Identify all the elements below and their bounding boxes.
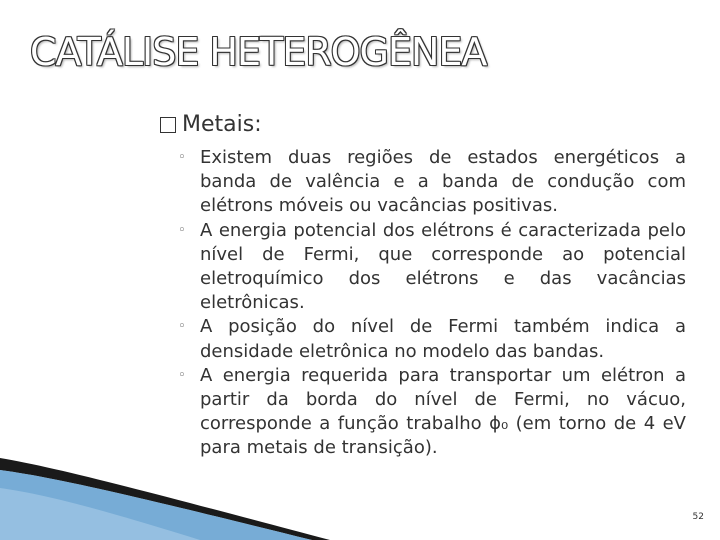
- bullet-item: [178, 364, 686, 461]
- slide-title: CATÁLISE HETEROGÊNEA: [30, 30, 487, 74]
- level1-label: Metais:: [182, 112, 262, 137]
- bullet-text: A energia requerida para transportar um elétron a partir da borda do nível de Fermi, no vácuo, corresponde a função trabalho ϕ₀ (em torno de 4 eV para metais de transição).: [200, 364, 686, 459]
- bullet-marker: ◦: [178, 222, 186, 238]
- page-number: 52: [692, 512, 704, 522]
- bullet-text: A posição do nível de Fermi também indica a densidade eletrônica no modelo das bandas.: [200, 316, 686, 362]
- bullet-text: Existem duas regiões de estados energéticos a banda de valência e a banda de condução com elétrons móveis ou vacâncias positivas.: [200, 147, 686, 217]
- level1-item: [160, 112, 262, 137]
- bullet-item: [178, 315, 686, 363]
- bullet-marker: ◦: [178, 150, 186, 165]
- bullet-list: [178, 146, 686, 461]
- bullet-item: [178, 146, 686, 219]
- checkbox-icon: [160, 117, 176, 133]
- bullet-item: [178, 219, 686, 316]
- bullet-marker: ◦: [178, 319, 186, 335]
- bullet-text: A energia potencial dos elétrons é caracterizada pelo nível de Fermi, que corresponde ao potencial eletroquímico dos elétrons e das vacâncias eletrônicas.: [200, 219, 686, 314]
- bullet-marker: ◦: [178, 367, 186, 383]
